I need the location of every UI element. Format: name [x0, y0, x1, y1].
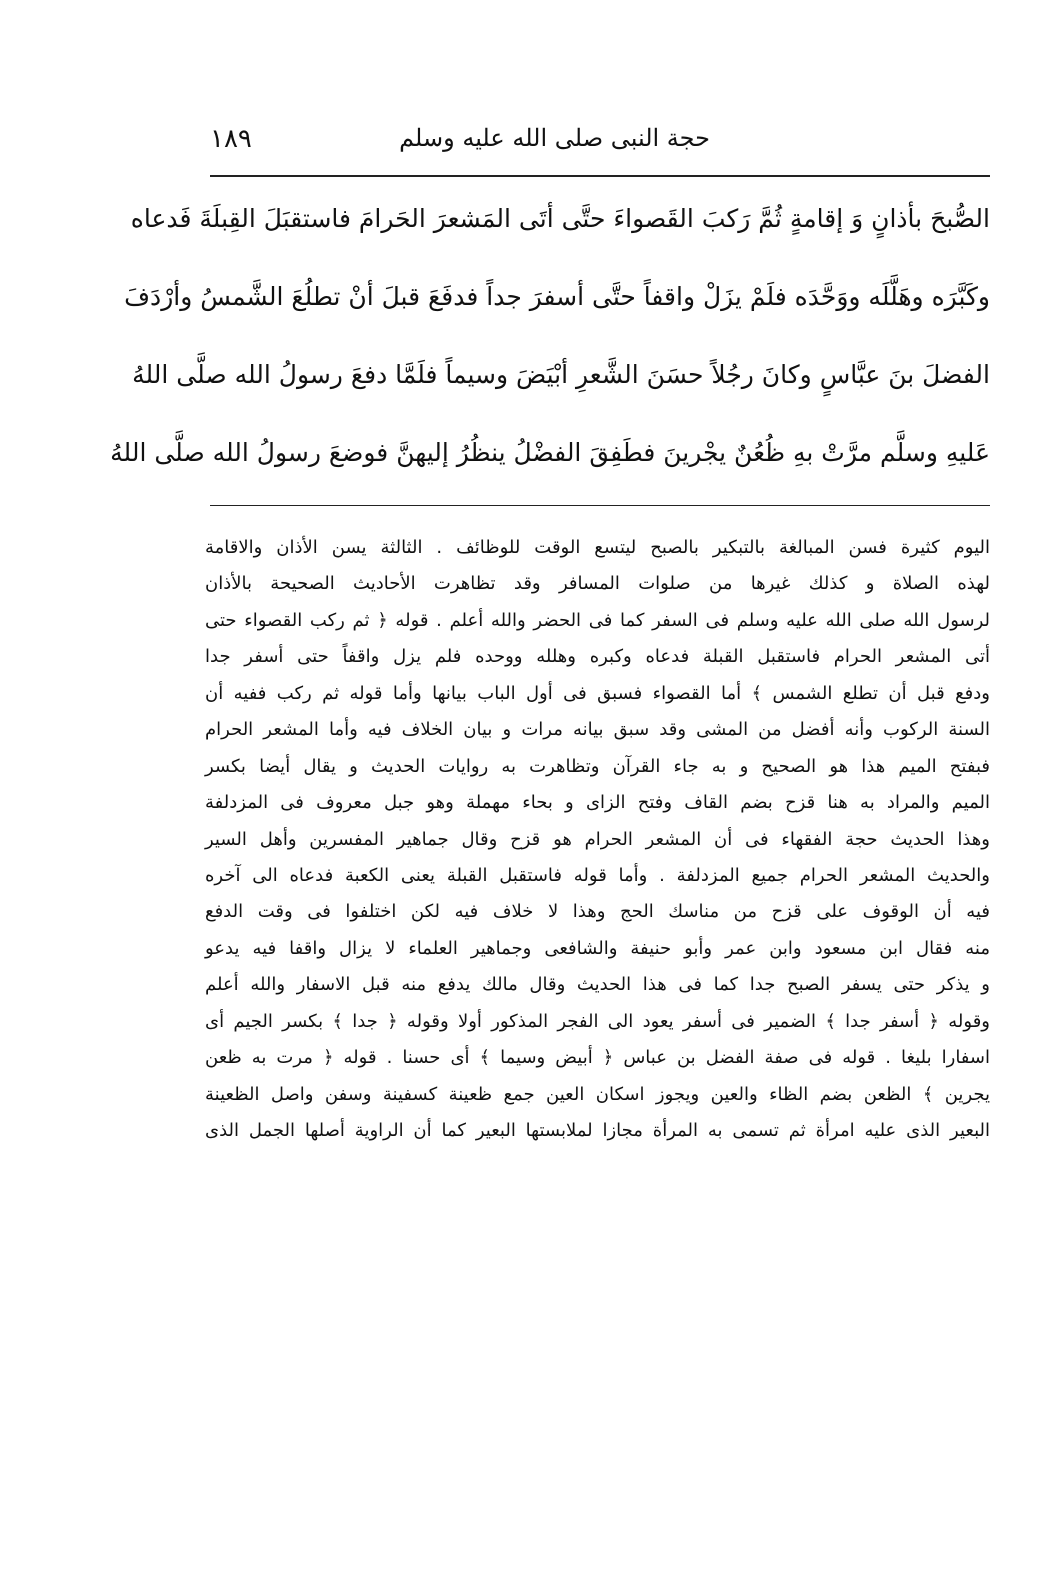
commentary-line: اسفارا بليغا . قوله فى صفة الفضل بن عباس ﴿ أبيض وسيما ﴾ أى حسنا . قوله ﴿ مرت به ظعن — [205, 1047, 990, 1069]
running-title: حجة النبى صلى الله عليه وسلم — [399, 124, 710, 152]
commentary-line: والحديث المشعر الحرام جميع المزدلفة . وأما قوله فاستقبل القبلة يعنى الكعبة فدعاه الى آخره — [205, 864, 990, 886]
hadith-text — [110, 186, 990, 498]
commentary-line: الميم والمراد به هنا قزح بضم القاف وفتح الزاى و بحاء مهملة وهو جبل معروف فى المزدلفة — [205, 792, 990, 814]
hadith-line: وكَبَّرَه وهَلَّلَه ووَحَّدَه فلَمْ يزَلْ واقفاً حتَّى أسفرَ جداً فدفَعَ قبلَ أنْ تطلُعَ الشَّمسُ وأرْدَفَ — [124, 282, 990, 311]
commentary-text — [205, 530, 990, 1149]
commentary-line: لرسول الله صلى الله عليه وسلم فى السفر كما فى الحضر والله أعلم . قوله ﴿ ثم ركب القصواء حتى — [205, 609, 990, 631]
header-rule — [210, 175, 990, 177]
commentary-line: يجرين ﴾ الظعن بضم الظاء والعين ويجوز اسكان العين جمع ظعينة كسفينة وسفن واصل الظعينة — [205, 1083, 990, 1105]
commentary-line: و يذكر حتى يسفر الصبح جدا كما فى هذا الحديث وقال مالك يدفع منه قبل الاسفار والله أعلم — [205, 974, 990, 996]
commentary-line: أتى المشعر الحرام فاستقبل القبلة فدعاه وكبره وهلله ووحده فلم يزل واقفاً حتى أسفر جدا — [205, 646, 990, 668]
commentary-line: منه فقال ابن مسعود وابن عمر وأبو حنيفة والشافعى وجماهير العلماء لا يزال واقفا فيه يدعو — [205, 937, 990, 959]
commentary-line: وهذا الحديث حجة الفقهاء فى أن المشعر الحرام هو قزح وقال جماهير المفسرين وأهل السير — [205, 828, 990, 850]
hadith-line: عَليهِ وسلَّم مرَّتْ بهِ ظُعُنٌ يجْرينَ فطَفِقَ الفضْلُ ينظُرُ إليهنَّ فوضعَ رسولُ الله صلَّى اللهُ — [110, 438, 990, 467]
commentary-line: لهذه الصلاة و كذلك غيرها من صلوات المسافر وقد تظاهرت الأحاديث الصحيحة بالأذان — [205, 573, 990, 595]
commentary-line: فبفتح الميم هذا هو الصحيح و به جاء القرآن وتظاهرت به روايات الحديث و يقال أيضا بكسر — [205, 755, 990, 777]
commentary-line: وقوله ﴿ أسفر جدا ﴾ الضمير فى أسفر يعود الى الفجر المذكور أولا وقوله ﴿ جدا ﴾ بكسر الجيم أى — [205, 1010, 990, 1032]
commentary-line: اليوم كثيرة فسن المبالغة بالتبكير بالصبح ليتسع الوقت للوظائف . الثالثة يسن الأذان والاقامة — [205, 537, 990, 558]
hadith-line: الصُّبحَ بأذانٍ وَ إقامةٍ ثُمَّ رَكبَ القَصواءَ حتَّى أتَى المَشعرَ الحَرامَ فاستقبَلَ القِبلَةَ فَدعاه — [130, 204, 990, 233]
hadith-line: الفضلَ بنَ عبَّاسٍ وكانَ رجُلاً حسَنَ الشَّعرِ أبْيَضَ وسيماً فلَمَّا دفعَ رسولُ الله صلَّى اللهُ — [132, 360, 990, 389]
page-header — [210, 118, 990, 168]
commentary-line: ودفع قبل أن تطلع الشمس ﴾ أما القصواء فسبق فى أول الباب بيانها وأما قوله ثم ركب ففيه أن — [205, 682, 990, 704]
page-number: ١٨٩ — [210, 124, 252, 154]
section-divider — [210, 505, 990, 506]
commentary-line: فيه أن الوقوف على قزح من مناسك الحج وهذا لا خلاف فيه لكن اختلفوا فى وقت الدفع — [205, 901, 990, 923]
commentary-line: البعير الذى عليه امرأة ثم تسمى به المرأة مجازا لملابستها البعير كما أن الراوية أصلها الجمل الذى — [205, 1120, 990, 1141]
commentary-line: السنة الركوب وأنه أفضل من المشى وقد سبق بيانه مرات و بيان الخلاف فيه وأما المشعر الحرام — [205, 719, 990, 741]
